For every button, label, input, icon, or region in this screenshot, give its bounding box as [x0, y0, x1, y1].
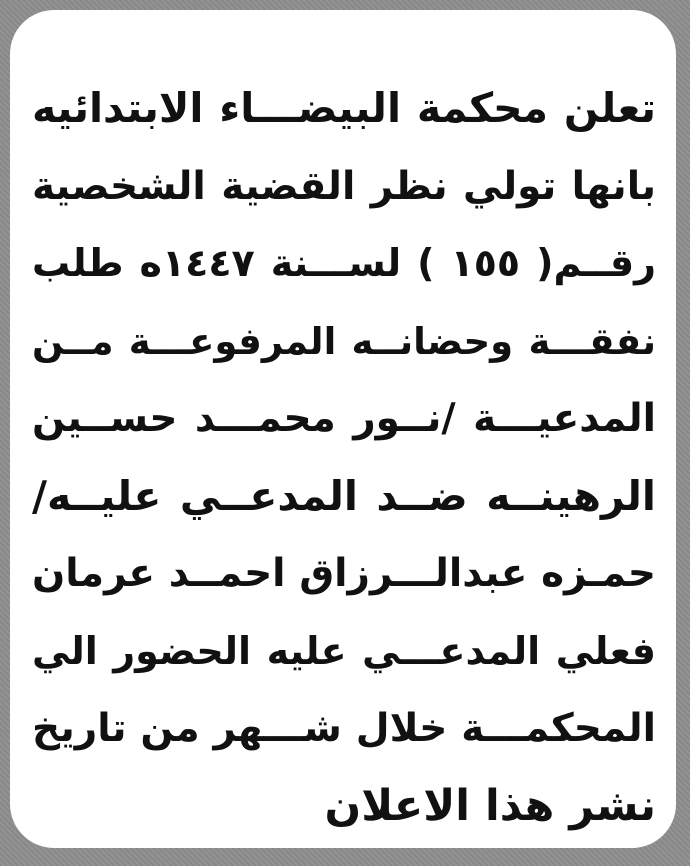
- notice-text: [32, 70, 656, 845]
- notice-line: فعلي المدعـــي عليه الحضور الي: [32, 628, 656, 673]
- notice-line: نشر هذا الاعلان: [324, 780, 656, 831]
- notice-line: رقــم( ١٥٥ ) لســـنة ١٤٤٧ه طلب: [32, 241, 656, 285]
- notice-line: بانها تولي نظر القضية الشخصية: [32, 163, 656, 209]
- notice-line: المحكمـــة خلال شـــهر من تاريخ: [32, 706, 656, 751]
- notice-line: حمـزه عبدالـــرزاق احمــد عرمان: [32, 551, 656, 596]
- notice-line: تعلن محكمة البيضـــاء الابتدائيه: [32, 84, 656, 132]
- notice-line: الرهينــه ضــد المدعــي عليــه/: [32, 471, 656, 520]
- notice-card: [10, 10, 676, 848]
- notice-line: نفقـــة وحضانــه المرفوعـــة مــن: [32, 319, 656, 363]
- notice-line: المدعيـــة /نــور محمـــد حســين: [32, 396, 656, 441]
